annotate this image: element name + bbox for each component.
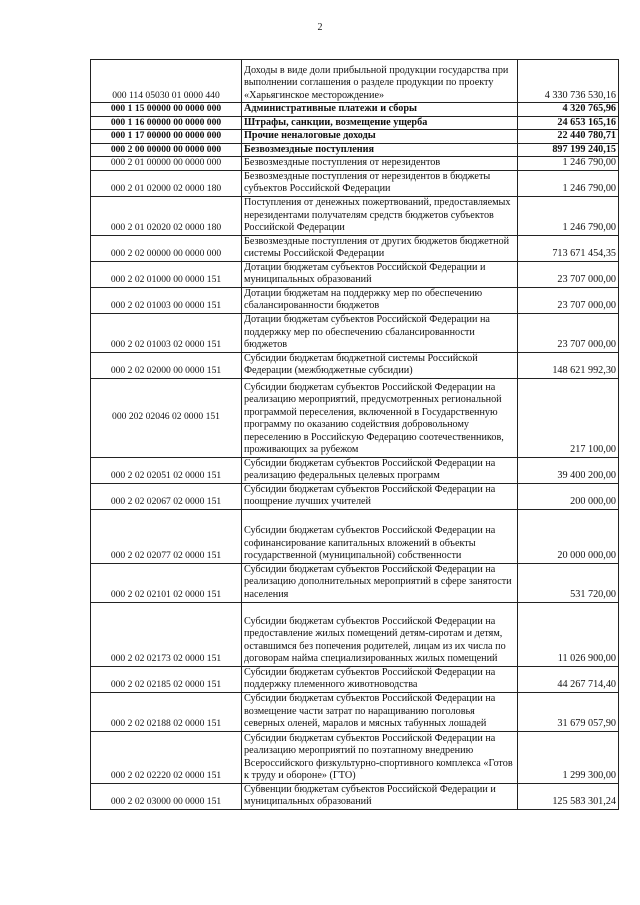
revenue-name-cell: Субсидии бюджетам субъектов Российской Федерации на предоставление жилых помещений детям-сиротам и детям, оставшимся без попечения родителей, лицам из их числа по договорам найма специализированных жилых помещений <box>242 602 518 666</box>
budget-code-cell: 000 2 02 02101 02 0000 151 <box>91 563 242 602</box>
budget-code-cell: 000 2 02 02185 02 0000 151 <box>91 666 242 692</box>
revenue-name-cell: Прочие неналоговые доходы <box>242 130 518 144</box>
amount-cell: 1 246 790,00 <box>518 196 619 235</box>
amount-cell: 897 199 240,15 <box>518 143 619 157</box>
amount-cell: 217 100,00 <box>518 378 619 457</box>
revenue-name-cell: Субсидии бюджетам субъектов Российской Федерации на реализацию мероприятий по поэтапному внедрению Всероссийского физкультурно-спортивного комплекса «Готов к труду и обороне» (ГТО) <box>242 731 518 783</box>
revenue-table-body <box>91 60 619 810</box>
revenue-name-cell: Дотации бюджетам на поддержку мер по обеспечению сбалансированности бюджетов <box>242 287 518 313</box>
amount-cell: 1 299 300,00 <box>518 731 619 783</box>
budget-code-cell: 000 2 02 02173 02 0000 151 <box>91 602 242 666</box>
table-row <box>91 60 619 103</box>
table-row <box>91 116 619 130</box>
amount-cell: 11 026 900,00 <box>518 602 619 666</box>
revenue-name-cell: Субсидии бюджетам субъектов Российской Федерации на реализацию мероприятий, предусмотренных региональной программой переселения, включенной в Государственную программу по оказанию содействия добровольному переселению в Российскую Федерацию соотечественников, проживающих за рубежом <box>242 378 518 457</box>
revenue-name-cell: Субвенции бюджетам субъектов Российской Федерации и муниципальных образований <box>242 783 518 809</box>
table-row <box>91 261 619 287</box>
budget-code-cell: 000 2 01 02000 02 0000 180 <box>91 170 242 196</box>
budget-code-cell: 000 1 17 00000 00 0000 000 <box>91 130 242 144</box>
revenue-name-cell: Субсидии бюджетам субъектов Российской Федерации на поощрение лучших учителей <box>242 483 518 509</box>
amount-cell: 23 707 000,00 <box>518 261 619 287</box>
amount-cell: 531 720,00 <box>518 563 619 602</box>
budget-code-cell: 000 2 02 01003 02 0000 151 <box>91 313 242 352</box>
revenue-name-cell: Безвозмездные поступления <box>242 143 518 157</box>
table-row <box>91 157 619 171</box>
budget-code-cell: 000 2 02 02067 02 0000 151 <box>91 483 242 509</box>
budget-code-cell: 000 2 01 00000 00 0000 000 <box>91 157 242 171</box>
table-row <box>91 352 619 378</box>
table-row <box>91 783 619 809</box>
table-row <box>91 509 619 563</box>
budget-code-cell: 000 2 02 03000 00 0000 151 <box>91 783 242 809</box>
amount-cell: 1 246 790,00 <box>518 170 619 196</box>
revenue-name-cell: Поступления от денежных пожертвований, предоставляемых нерезидентами получателям средств бюджетов субъектов Российской Федерации <box>242 196 518 235</box>
table-row <box>91 130 619 144</box>
revenue-name-cell: Субсидии бюджетам субъектов Российской Федерации на реализацию федеральных целевых программ <box>242 457 518 483</box>
table-row <box>91 602 619 666</box>
table-row <box>91 378 619 457</box>
revenue-name-cell: Субсидии бюджетам субъектов Российской Федерации на возмещение части затрат по наращиванию поголовья северных оленей, маралов и мясных табунных лошадей <box>242 692 518 731</box>
revenue-name-cell: Дотации бюджетам субъектов Российской Федерации на поддержку мер по обеспечению сбалансированности бюджетов <box>242 313 518 352</box>
amount-cell: 4 320 765,96 <box>518 103 619 117</box>
amount-cell: 22 440 780,71 <box>518 130 619 144</box>
table-row <box>91 143 619 157</box>
amount-cell: 44 267 714,40 <box>518 666 619 692</box>
amount-cell: 148 621 992,30 <box>518 352 619 378</box>
amount-cell: 713 671 454,35 <box>518 235 619 261</box>
budget-code-cell: 000 114 05030 01 0000 440 <box>91 60 242 103</box>
budget-code-cell: 000 2 00 00000 00 0000 000 <box>91 143 242 157</box>
amount-cell: 24 653 165,16 <box>518 116 619 130</box>
budget-code-cell: 000 202 02046 02 0000 151 <box>91 378 242 457</box>
budget-code-cell: 000 2 02 02077 02 0000 151 <box>91 509 242 563</box>
budget-code-cell: 000 2 02 02000 00 0000 151 <box>91 352 242 378</box>
revenue-name-cell: Субсидии бюджетам субъектов Российской Федерации на реализацию дополнительных мероприятий в сфере занятости населения <box>242 563 518 602</box>
amount-cell: 20 000 000,00 <box>518 509 619 563</box>
budget-code-cell: 000 2 02 02051 02 0000 151 <box>91 457 242 483</box>
amount-cell: 39 400 200,00 <box>518 457 619 483</box>
budget-code-cell: 000 2 01 02020 02 0000 180 <box>91 196 242 235</box>
revenue-name-cell: Дотации бюджетам субъектов Российской Федерации и муниципальных образований <box>242 261 518 287</box>
table-row <box>91 103 619 117</box>
budget-code-cell: 000 2 02 02220 02 0000 151 <box>91 731 242 783</box>
table-row <box>91 692 619 731</box>
amount-cell: 200 000,00 <box>518 483 619 509</box>
table-row <box>91 196 619 235</box>
revenue-name-cell: Субсидии бюджетам бюджетной системы Российской Федерации (межбюджетные субсидии) <box>242 352 518 378</box>
budget-code-cell: 000 2 02 00000 00 0000 000 <box>91 235 242 261</box>
budget-code-cell: 000 2 02 01003 00 0000 151 <box>91 287 242 313</box>
revenue-name-cell: Административные платежи и сборы <box>242 103 518 117</box>
table-row <box>91 731 619 783</box>
amount-cell: 1 246 790,00 <box>518 157 619 171</box>
page-number: 2 <box>317 22 323 33</box>
revenue-name-cell: Доходы в виде доли прибыльной продукции государства при выполнении соглашения о разделе продукции по проекту «Харьягинское месторождение» <box>242 60 518 103</box>
table-row <box>91 287 619 313</box>
amount-cell: 31 679 057,90 <box>518 692 619 731</box>
table-row <box>91 563 619 602</box>
amount-cell: 4 330 736 530,16 <box>518 60 619 103</box>
table-row <box>91 235 619 261</box>
table-row <box>91 313 619 352</box>
table-row <box>91 666 619 692</box>
revenue-name-cell: Штрафы, санкции, возмещение ущерба <box>242 116 518 130</box>
table-row <box>91 170 619 196</box>
revenue-name-cell: Субсидии бюджетам субъектов Российской Федерации на поддержку племенного животноводства <box>242 666 518 692</box>
amount-cell: 23 707 000,00 <box>518 287 619 313</box>
amount-cell: 125 583 301,24 <box>518 783 619 809</box>
budget-code-cell: 000 2 02 01000 00 0000 151 <box>91 261 242 287</box>
revenue-name-cell: Безвозмездные поступления от нерезидентов в бюджеты субъектов Российской Федерации <box>242 170 518 196</box>
budget-code-cell: 000 1 16 00000 00 0000 000 <box>91 116 242 130</box>
budget-code-cell: 000 2 02 02188 02 0000 151 <box>91 692 242 731</box>
revenue-name-cell: Безвозмездные поступления от нерезидентов <box>242 157 518 171</box>
table-row <box>91 457 619 483</box>
table-row <box>91 483 619 509</box>
amount-cell: 23 707 000,00 <box>518 313 619 352</box>
revenue-table <box>90 59 619 810</box>
budget-code-cell: 000 1 15 00000 00 0000 000 <box>91 103 242 117</box>
revenue-name-cell: Безвозмездные поступления от других бюджетов бюджетной системы Российской Федерации <box>242 235 518 261</box>
revenue-name-cell: Субсидии бюджетам субъектов Российской Федерации на софинансирование капитальных вложений в объекты государственной (муниципальной) собственности <box>242 509 518 563</box>
